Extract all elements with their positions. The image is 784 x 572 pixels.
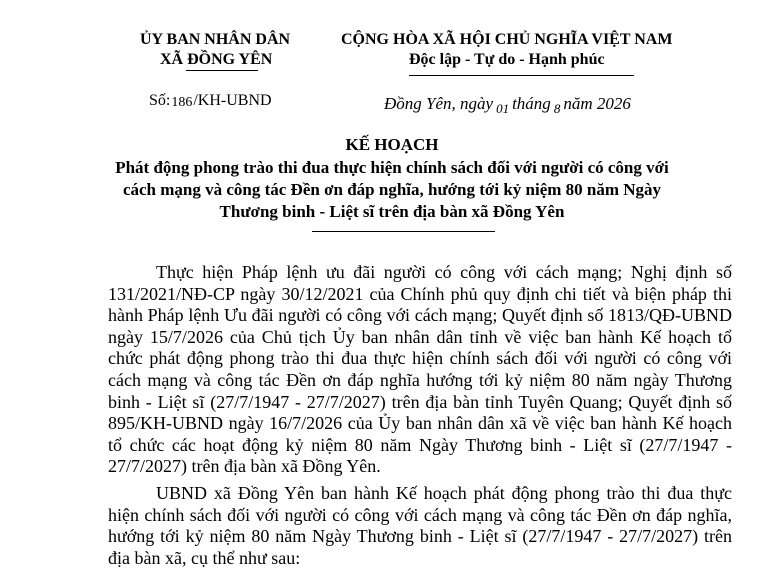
document-title: KẾ HOẠCH	[345, 135, 439, 154]
body-paragraph-1: Thực hiện Pháp lệnh ưu đãi người có công với cách mạng; Nghị định số 131/2021/NĐ-CP ngày 30/12/2021 của Chính phủ quy định chi tiết và biện pháp thi hành Pháp lệnh Ưu đãi người có công với cách mạng; Quyết định số 1813/QĐ-UBND ngày 15/7/2026 của Chủ tịch Ủy ban nhân dân tỉnh về việc ban hành Kế hoạch tổ chức phát động phong trào thi đua thực hiện chính sách đối với người có công với cách mạng và công tác Đền ơn đáp nghĩa hướng tới kỷ niệm 80 năm ngày Thương binh - Liệt sĩ (27/7/1947 - 27/7/2027) trên địa bàn tỉnh Tuyên Quang; Quyết định số 895/KH-UBND ngày 16/7/2026 của Ủy ban nhân dân xã về việc ban hành Kế hoạch tổ chức các hoạt động kỷ niệm 80 năm Ngày Thương binh - Liệt sĩ (27/7/1947 - 27/7/2027) trên địa bàn xã Đồng Yên.	[108, 262, 732, 477]
date-part1: Đồng Yên, ngày	[384, 94, 494, 113]
date-part3: năm 2026	[563, 94, 631, 113]
body-paragraph-2: UBND xã Đồng Yên ban hành Kế hoạch phát động phong trào thi đua thực hiện chính sách đối với người có công với cách mạng và công tác Đền ơn đáp nghĩa, hướng tới kỷ niệm 80 năm Ngày Thương binh - Liệt sĩ (27/7/1947 - 27/7/2027) trên địa bàn xã, cụ thể như sau:	[108, 483, 732, 568]
date-part2: tháng	[512, 94, 551, 113]
date-month: 8	[553, 101, 561, 116]
org-underline	[186, 70, 258, 71]
doc-number-prefix: Số:	[149, 92, 171, 109]
doc-number-value: 186	[171, 95, 193, 110]
document-number	[149, 92, 272, 110]
document-subtitle: Phát động phong trào thi đua thực hiện chính sách đối với người có công với cách mạng và công tác Đền ơn đáp nghĩa, hướng tới kỷ niệm 80 năm Ngày Thương binh - Liệt sĩ trên địa bàn xã Đồng Yên	[115, 158, 669, 221]
doc-number-suffix: /KH-UBND	[193, 92, 272, 109]
motto-underline	[409, 75, 634, 76]
place-date	[384, 94, 631, 114]
date-day: 01	[496, 101, 510, 116]
org-name-line2: XÃ ĐỒNG YÊN	[160, 51, 273, 68]
subtitle-underline	[312, 231, 495, 232]
org-name-line1: ỦY BAN NHÂN DÂN	[140, 31, 291, 48]
national-title: CỘNG HÒA XÃ HỘI CHỦ NGHĨA VIỆT NAM	[341, 31, 673, 48]
national-motto: Độc lập - Tự do - Hạnh phúc	[409, 51, 605, 68]
